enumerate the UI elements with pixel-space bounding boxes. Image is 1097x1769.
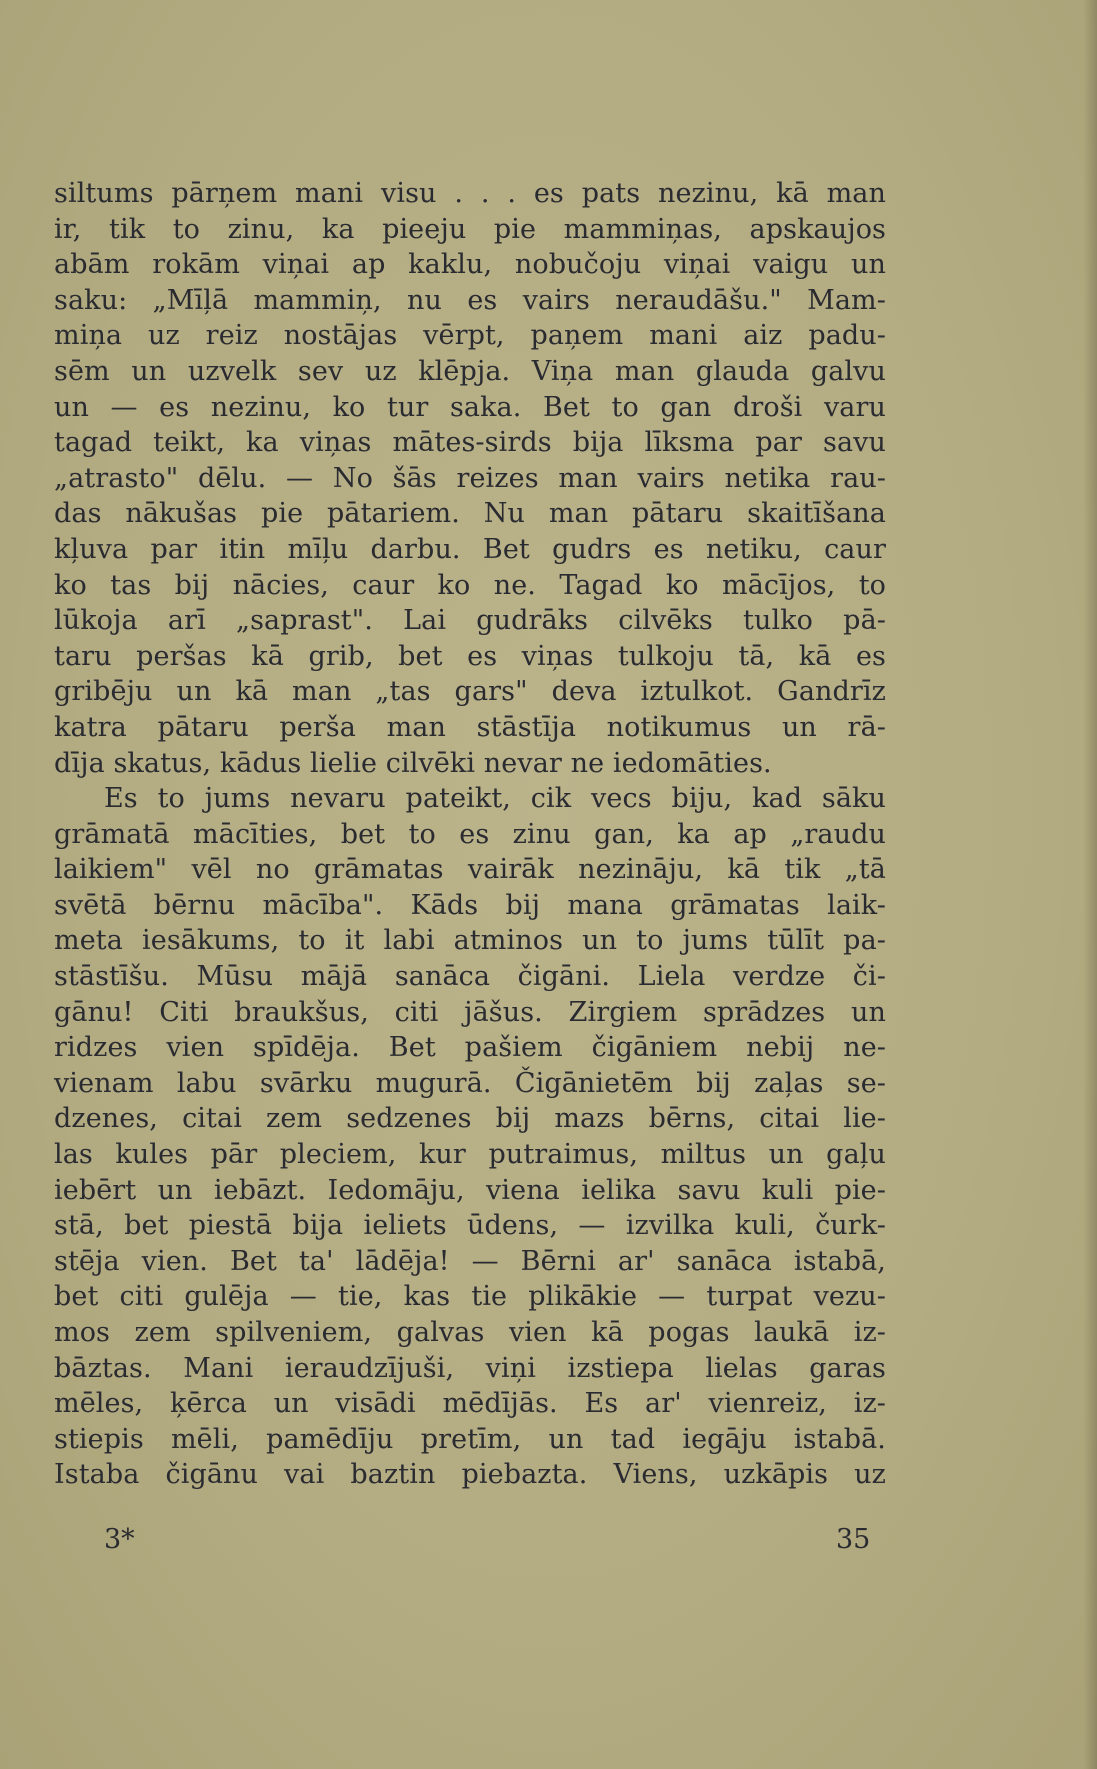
text-line: katra pātaru perša man stāstīja notikumus un rā- — [54, 711, 886, 743]
page-number: 35 — [836, 1524, 871, 1555]
signature-mark: 3* — [104, 1524, 135, 1555]
text-line: abām rokām viņai ap kaklu, nobučoju viņai vaigu un — [54, 249, 886, 281]
text-line: dīja skatus, kādus lielie cilvēki nevar ne iedomāties. — [54, 747, 772, 779]
page-edge-shadow — [1083, 0, 1097, 1769]
text-line: mos zem spilveniem, galvas vien kā pogas laukā iz- — [54, 1317, 886, 1348]
text-line: dzenes, citai zem sedzenes bij mazs bērns, citai lie- — [54, 1103, 886, 1135]
text-line: das nākušas pie pātariem. Nu man pātaru skaitīšana — [54, 498, 886, 530]
text-line: gribēju un kā man „tas gars" deva iztulkot. Gandrīz — [54, 676, 886, 708]
text-line: lūkoja arī „saprast". Lai gudrāks cilvēks tulko pā- — [54, 605, 886, 637]
text-line: „atrasto" dēlu. — No šās reizes man vairs netika rau- — [54, 462, 886, 494]
text-line: laikiem" vēl no grāmatas vairāk nezināju, kā tik „tā — [54, 854, 886, 886]
text-line: kļuva par itin mīļu darbu. Bet gudrs es netiku, caur — [54, 533, 886, 565]
text-line: Es to jums nevaru pateikt, cik vecs biju, kad sāku — [104, 783, 886, 815]
text-line: svētā bērnu mācība". Kāds bij mana grāmatas laik- — [54, 889, 886, 921]
text-line: saku: „Mīļā mammiņ, nu es vairs neraudāšu." Mam- — [54, 284, 886, 316]
text-line: ko tas bij nācies, caur ko ne. Tagad ko mācījos, to — [54, 569, 886, 601]
text-line: bāztas. Mani ieraudzījuši, viņi izstiepa lielas garas — [54, 1352, 886, 1384]
body-text — [54, 176, 886, 1493]
text-line: ir, tik to zinu, ka pieeju pie mammiņas, apskaujos — [54, 213, 886, 245]
text-line: stā, bet piestā bija ieliets ūdens, — izvilka kuli, čurk- — [54, 1210, 886, 1242]
text-line: bet citi gulēja — tie, kas tie plikākie — turpat vezu- — [54, 1281, 886, 1313]
text-line: stāstīšu. Mūsu mājā sanāca čigāni. Liela verdze či- — [54, 961, 886, 993]
text-line: las kules pār pleciem, kur putraimus, miltus un gaļu — [54, 1139, 886, 1171]
text-line: siltums pārņem mani visu . . . es pats nezinu, kā man — [54, 178, 886, 209]
text-line: tagad teikt, ka viņas mātes-sirds bija līksma par savu — [54, 427, 886, 459]
text-line: Istaba čigānu vai baztin piebazta. Viens, uzkāpis uz — [54, 1459, 886, 1491]
text-line: stēja vien. Bet ta' lādēja! — Bērni ar' sanāca istabā, — [54, 1245, 886, 1277]
text-line: un — es nezinu, ko tur saka. Bet to gan droši varu — [54, 391, 886, 423]
text-line: sēm un uzvelk sev uz klēpja. Viņa man glauda galvu — [54, 355, 886, 387]
text-line: grāmatā mācīties, bet to es zinu gan, ka ap „raudu — [54, 818, 886, 850]
text-line: vienam labu svārku mugurā. Čigānietēm bij zaļas se- — [54, 1067, 886, 1099]
text-line: ridzes vien spīdēja. Bet pašiem čigāniem nebij ne- — [54, 1032, 886, 1064]
text-line: meta iesākums, to it labi atminos un to jums tūlīt pa- — [54, 925, 886, 957]
text-line: miņa uz reiz nostājas vērpt, paņem mani aiz padu- — [54, 320, 886, 352]
text-line: iebērt un iebāzt. Iedomāju, viena ielika savu kuli pie- — [54, 1174, 886, 1206]
text-line: stiepis mēli, pamēdīju pretīm, un tad iegāju istabā. — [54, 1423, 886, 1455]
text-line: taru peršas kā grib, bet es viņas tulkoju tā, kā es — [54, 640, 886, 672]
text-line: mēles, ķērca un visādi mēdījās. Es ar' vienreiz, iz- — [54, 1388, 886, 1420]
text-line: gānu! Citi braukšus, citi jāšus. Zirgiem sprādzes un — [54, 996, 886, 1028]
